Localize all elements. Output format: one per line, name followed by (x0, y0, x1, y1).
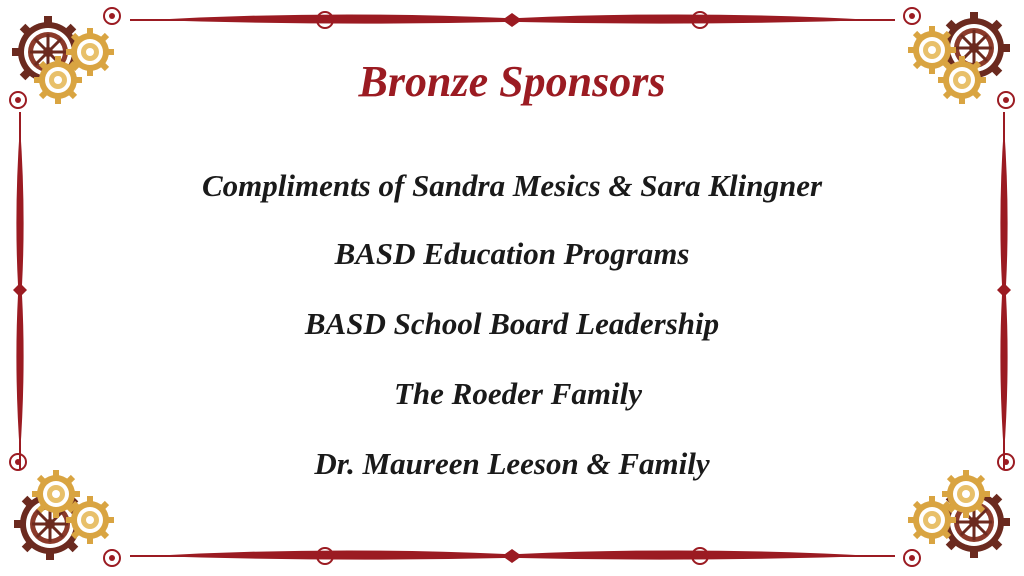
sponsor-line: Dr. Maureen Leeson & Family (314, 446, 710, 481)
sponsor-line: BASD Education Programs (334, 236, 690, 271)
sponsor-line: Compliments of Sandra Mesics & Sara Klingner (201, 168, 823, 203)
sponsor-line: BASD School Board Leadership (304, 306, 720, 341)
top-rail (104, 8, 920, 28)
page-title: Bronze Sponsors (358, 57, 666, 106)
sponsor-line: The Roeder Family (394, 376, 642, 411)
bottom-rail (104, 548, 920, 566)
